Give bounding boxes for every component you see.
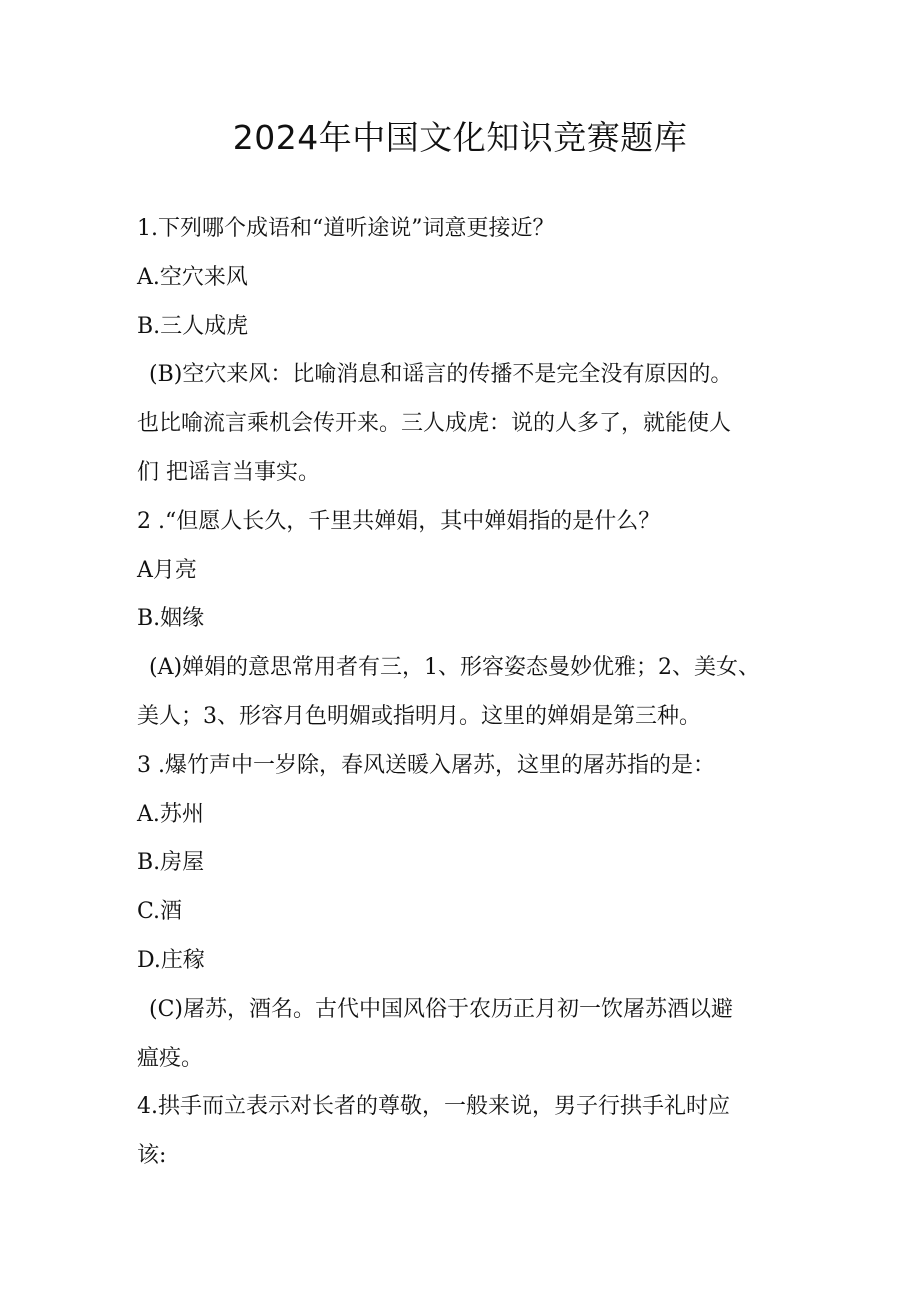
- question-4-text-line-1: 4.拱手而立表示对长者的尊敬，一般来说，男子行拱手礼时应: [137, 1094, 730, 1120]
- question-3-answer-line-1: (C)屠苏，酒名。古代中国风俗于农历正月初一饮屠苏酒以避: [149, 996, 734, 1022]
- question-2-answer-line-1: (A)婵娟的意思常用者有三，1、形容姿态曼妙优雅；2、美女、: [149, 655, 761, 681]
- question-3-option-d: D.庄稼: [137, 947, 205, 973]
- question-3-option-c: C.酒: [137, 899, 183, 925]
- question-3-text: 3 .爆竹声中一岁除，春风送暖入屠苏，这里的屠苏指的是：: [137, 752, 715, 778]
- question-3-answer-line-2: 瘟疫。: [137, 1045, 204, 1071]
- question-2-text: 2 .“但愿人长久，千里共婵娟，其中婵娟指的是什么？: [137, 508, 661, 534]
- question-1-answer-line-2: 也比喻流言乘机会传开来。三人成虎：说的人多了，就能使人: [137, 411, 732, 437]
- question-2-option-b: B.姻缘: [137, 606, 205, 632]
- question-1-answer-line-3: 们 把谣言当事实。: [137, 459, 320, 485]
- page-title: 2024年中国文化知识竞赛题库: [232, 118, 688, 157]
- question-1-answer-line-1: (B)空穴来风：比喻消息和谣言的传播不是完全没有原因的。: [149, 362, 733, 388]
- question-1-text: 1.下列哪个成语和“道听途说”词意更接近？: [137, 216, 555, 241]
- question-list: [137, 205, 787, 1181]
- question-4-text-line-2: 该:: [137, 1143, 167, 1169]
- question-3-option-a: A.苏州: [137, 801, 204, 827]
- question-2-option-a: A月亮: [137, 557, 197, 583]
- question-1-option-b: B.三人成虎: [137, 313, 249, 339]
- question-3-option-b: B.房屋: [137, 850, 205, 876]
- question-1-option-a: A.空穴来风: [137, 264, 248, 290]
- question-2-answer-line-2: 美人；3、形容月色明媚或指明月。这里的婵娟是第三种。: [137, 703, 701, 729]
